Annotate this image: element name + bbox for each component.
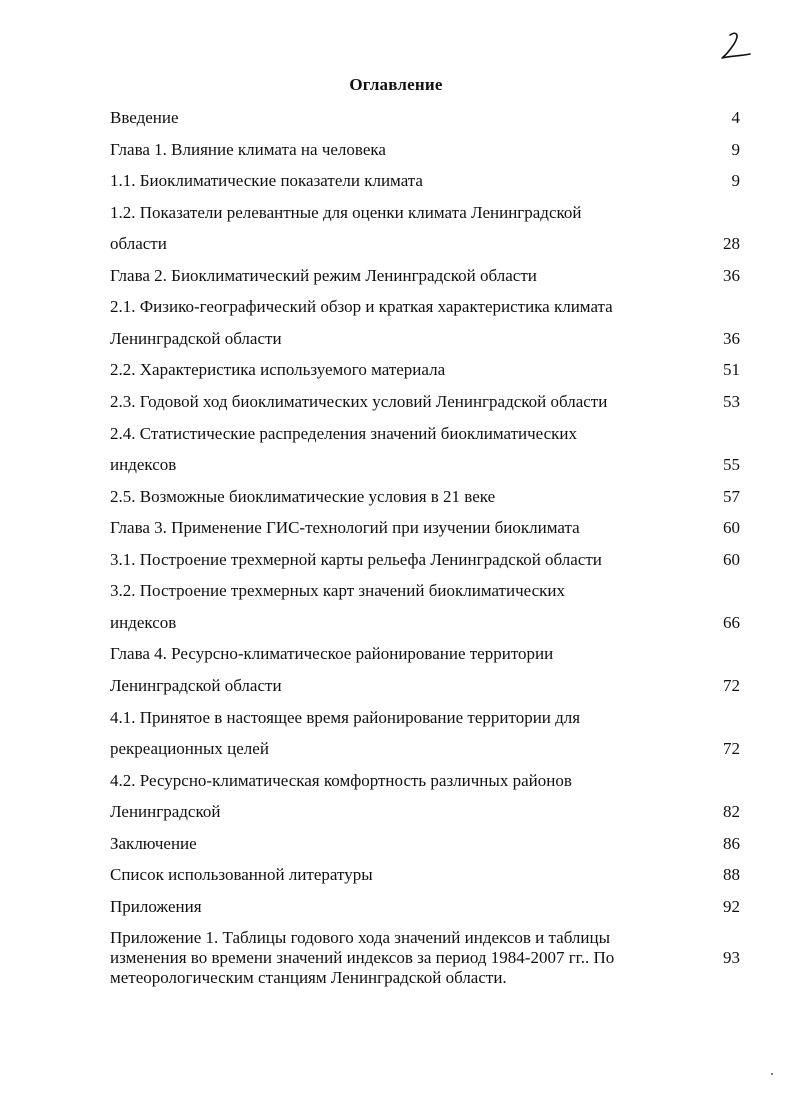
toc-entry-page: 92 bbox=[723, 897, 740, 916]
toc-appendix-line: Приложение 1. Таблицы годового хода значений индексов и таблицы bbox=[110, 928, 611, 947]
toc-entry-text: Введение bbox=[110, 108, 179, 127]
toc-entry-text: Глава 4. Ресурсно-климатическое районирование территории bbox=[110, 644, 554, 663]
toc-entry-text: 4.1. Принятое в настоящее время районирование территории для bbox=[110, 708, 581, 727]
toc-entry-page: 60 bbox=[723, 518, 740, 537]
toc-entry-text: рекреационных целей bbox=[110, 739, 269, 758]
toc-entry-page: 60 bbox=[723, 550, 740, 569]
toc-entry-text: Приложения bbox=[110, 897, 202, 916]
toc-appendix-text bbox=[110, 928, 685, 988]
toc-entry-text: 1.2. Показатели релевантные для оценки климата Ленинградской bbox=[110, 203, 582, 222]
toc-entry-page: 72 bbox=[723, 739, 740, 758]
toc-entry-page: 9 bbox=[731, 140, 740, 159]
toc-entry-text: 2.1. Физико-географический обзор и краткая характеристика климата bbox=[110, 297, 613, 316]
toc-appendix-line: изменения во времени значений индексов за период 1984-2007 гг.. По bbox=[110, 948, 615, 967]
toc-appendix-line: метеорологическим станциям Ленинградской области. bbox=[110, 968, 507, 987]
toc-entry-text: индексов bbox=[110, 613, 177, 632]
scan-speck bbox=[771, 1073, 773, 1075]
toc-entry-text: 2.3. Годовой ход биоклиматических условий Ленинградской области bbox=[110, 392, 608, 411]
toc-entry-page: 88 bbox=[723, 865, 740, 884]
toc-entry-page: 86 bbox=[723, 834, 740, 853]
toc-entry-page: 36 bbox=[723, 266, 740, 285]
toc-entry-page: 53 bbox=[723, 392, 740, 411]
handwritten-page-number bbox=[716, 26, 756, 66]
toc-entry-page: 51 bbox=[723, 360, 740, 379]
toc-entry-page: 66 bbox=[723, 613, 740, 632]
toc-entry-text: 2.5. Возможные биоклиматические условия в 21 веке bbox=[110, 487, 496, 506]
toc-entry-text: Ленинградской области bbox=[110, 676, 282, 695]
toc-entry-text: 2.2. Характеристика используемого материала bbox=[110, 360, 446, 379]
toc-entry-text: Список использованной литературы bbox=[110, 865, 373, 884]
toc-entry-page: 9 bbox=[731, 171, 740, 190]
toc-entry-text: 2.4. Статистические распределения значений биоклиматических bbox=[110, 424, 578, 443]
toc-entry-page: 82 bbox=[723, 802, 740, 821]
toc-entry-text: 3.1. Построение трехмерной карты рельефа Ленинградской области bbox=[110, 550, 602, 569]
toc-entry-page: 57 bbox=[723, 487, 740, 506]
toc-title: Оглавление bbox=[349, 75, 443, 94]
toc-entry-text: индексов bbox=[110, 455, 177, 474]
toc-appendix-page: 93 bbox=[723, 948, 740, 967]
toc-entry-text: Глава 3. Применение ГИС-технологий при изучении биоклимата bbox=[110, 518, 580, 537]
toc-entry-text: 4.2. Ресурсно-климатическая комфортность различных районов bbox=[110, 771, 572, 790]
toc-entry-text: Заключение bbox=[110, 834, 197, 853]
toc-entry-text: области bbox=[110, 234, 167, 253]
toc-appendix-entry bbox=[110, 928, 740, 988]
toc-entry-page: 55 bbox=[723, 455, 740, 474]
toc-entry-text: Глава 1. Влияние климата на человека bbox=[110, 140, 386, 159]
toc-entry-page: 28 bbox=[723, 234, 740, 253]
toc-entry-page: 36 bbox=[723, 329, 740, 348]
toc-entry-text: 3.2. Построение трехмерных карт значений биоклиматических bbox=[110, 581, 566, 600]
toc-entry-text: 1.1. Биоклиматические показатели климата bbox=[110, 171, 423, 190]
toc-entry-text: Ленинградской bbox=[110, 802, 221, 821]
toc-entry-text: Глава 2. Биоклиматический режим Ленинградской области bbox=[110, 266, 537, 285]
toc-entry-text: Ленинградской области bbox=[110, 329, 282, 348]
toc-entry-page: 72 bbox=[723, 676, 740, 695]
toc-entry-page: 4 bbox=[731, 108, 740, 127]
